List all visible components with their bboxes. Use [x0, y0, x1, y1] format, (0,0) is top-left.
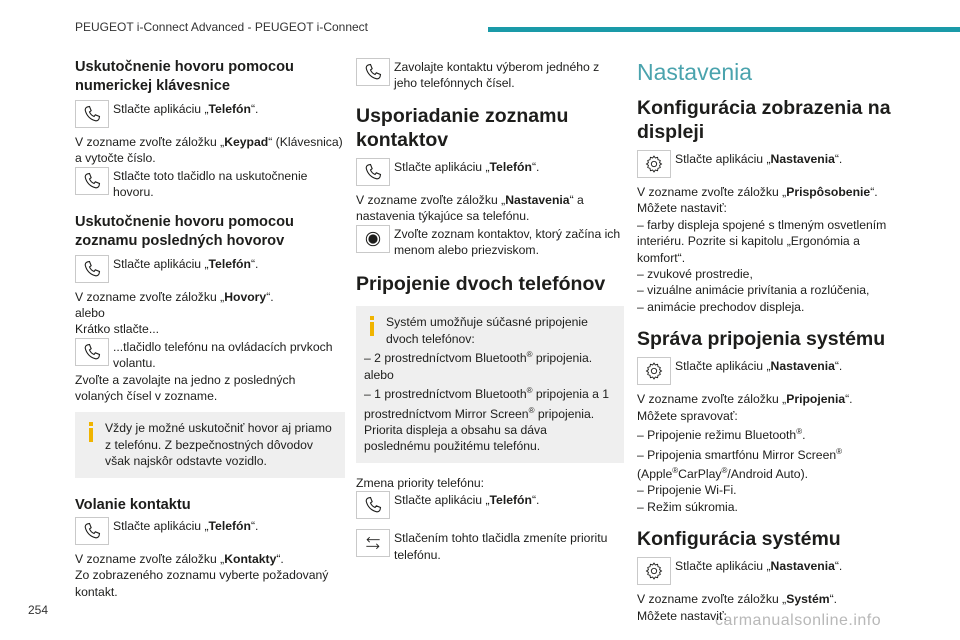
phone-handset-icon — [75, 255, 109, 283]
step-open-settings-2: Stlačte aplikáciu „Nastavenia“. — [637, 357, 907, 385]
column-middle: Zavolajte kontaktu výberom jedného z jeho telefónnych čísel. Usporiadanie zoznamu kontaktov Stlačte aplikáciu „Telefón“. V zozname zvoľte záložku „Nastavenia“ a nastavenia týkajúce sa telefónu. Zvoľte zoznam kontaktov, ktorý začína ich menom alebo priezviskom. Pripojenie dvoch telefónov Systém umožňuje súčasné pripojenie dvoch telefónov: – 2 prostredníctvom Bluetooth® pripojenia. alebo – 1 prostredníctvom Bluetooth® pripojenia a 1 prostredníctvom Mirror Screen® pripojenia. Priorita displeja a obsahu sa dáva poslednému použitému telefónu. Zmena priority telefónu: Stlačte aplikáciu „Telefón“. Stlačením tohto tlačidla zmeníte prioritu telefónu. — [356, 58, 624, 563]
gear-icon — [637, 557, 671, 585]
info-icon — [89, 422, 93, 442]
step-open-phone-app-3: Stlačte aplikáciu „Telefón“. — [75, 517, 345, 545]
page-number: 254 — [28, 603, 49, 617]
step-press-call: Stlačte toto tlačidlo na uskutočnenie hovoru. — [75, 167, 345, 201]
info-icon — [370, 316, 374, 336]
heading-two-phones: Pripojenie dvoch telefónov — [356, 273, 606, 296]
phone-handset-icon — [75, 517, 109, 545]
step-call-contact: Zavolajte kontaktu výberom jedného z jeho telefónnych čísel. — [356, 58, 624, 92]
step-open-phone-app-2: Stlačte aplikáciu „Telefón“. — [75, 255, 345, 283]
step-open-phone-app-4: Stlačte aplikáciu „Telefón“. — [356, 158, 624, 186]
step-open-phone-app-5: Stlačte aplikáciu „Telefón“. — [356, 491, 624, 519]
heading-display-config: Konfigurácia zobrazenia na displeji — [637, 97, 891, 143]
info-box-two-phones: Systém umožňuje súčasné pripojenie dvoch telefónov: – 2 prostredníctvom Bluetooth® pripojenia. alebo – 1 prostredníctvom Bluetooth® pripojenia a 1 prostredníctvom Mirror Screen® pripojenia. Priorita displeja a obsahu sa dáva poslednému použitému telefónu. — [356, 306, 624, 462]
step-open-settings-3: Stlačte aplikáciu „Nastavenia“. — [637, 557, 907, 585]
column-right: Nastavenia Konfigurácia zobrazenia na displeji Stlačte aplikáciu „Nastavenia“. V zozname zvoľte záložku „Prispôsobenie“. Môžete nastaviť: – farby displeja spojené s tlmeným osvetlením interiéru. Pozrite si kapitolu „Ergonómia a komfort“. – zvukové prostredie, – vizuálne animácie privítania a rozlúčenia, – animácie prechodov displeja. Správa pripojenia systému Stlačte aplikáciu „Nastavenia“. V zozname zvoľte záložku „Pripojenia“. Môžete spravovať: – Pripojenie režimu Bluetooth®. – Pripojenia smartfónu Mirror Screen® (Apple®CarPlay®/Android Auto). – Pripojenie Wi-Fi. – Režim súkromia. Konfigurácia systému Stlačte aplikáciu „Nastavenia“. V zozname zvoľte záložku „Systém“. Môžete nastaviť: — [637, 58, 907, 624]
gear-icon — [637, 357, 671, 385]
step-open-settings: Stlačte aplikáciu „Nastavenia“. — [637, 150, 907, 178]
info-box-safety: Vždy je možné uskutočniť hovor aj priamo z telefónu. Z bezpečnostných dôvodov však najskôr odstavte vozidlo. — [75, 412, 345, 477]
heading-call-contact: Volanie kontaktu — [75, 496, 191, 513]
gear-icon — [637, 150, 671, 178]
heading-keypad-call: Uskutočnenie hovoru pomocou numerickej klávesnice — [75, 59, 294, 94]
phone-handset-icon — [356, 158, 390, 186]
phone-handset-icon — [75, 167, 109, 195]
phone-handset-icon — [75, 338, 109, 366]
running-header: PEUGEOT i-Connect Advanced - PEUGEOT i-Connect — [75, 20, 369, 34]
heading-connection-management: Správa pripojenia systému — [637, 328, 886, 351]
step-choose-order: Zvoľte zoznam kontaktov, ktorý začína ich menom alebo priezviskom. — [356, 225, 624, 259]
phone-handset-icon — [75, 100, 109, 128]
header-accent-bar — [488, 27, 960, 32]
step-wheel-button: ...tlačidlo telefónu na ovládacích prvkoch volantu. — [75, 338, 345, 372]
phone-handset-icon — [356, 58, 390, 86]
watermark: carmanualsonline.info — [715, 612, 882, 629]
heading-system-config: Konfigurácia systému — [637, 528, 841, 551]
heading-recent-calls: Uskutočnenie hovoru pomocou zoznamu posledných hovorov — [75, 213, 294, 249]
step-open-phone-app: Stlačte aplikáciu „Telefón“. — [75, 100, 345, 128]
section-title-settings: Nastavenia — [637, 59, 753, 85]
radio-select-icon — [356, 225, 390, 253]
swap-arrows-icon — [356, 529, 390, 557]
step-change-priority: Stlačením tohto tlačidla zmeníte prioritu telefónu. — [356, 529, 624, 563]
phone-handset-icon — [356, 491, 390, 519]
column-left: Uskutočnenie hovoru pomocou numerickej klávesnice Stlačte aplikáciu „Telefón“. V zozname zvoľte záložku „Keypad“ (Klávesnica) a vytočte číslo. Stlačte toto tlačidlo na uskutočnenie hovoru. Uskutočnenie hovoru pomocou zoznamu posledných hovorov Stlačte aplikáciu „Telefón“. V zozname zvoľte záložku „Hovory“. alebo Krátko stlačte... ...tlačidlo telefónu na ovládacích prvkoch volantu. Zvoľte a zavolajte na jedno z posledných volaných čísel v zozname. Vždy je možné uskutočniť hovor aj priamo z telefónu. Z bezpečnostných dôvodov však najskôr odstavte vozidlo. Volanie kontaktu Stlačte aplikáciu „Telefón“. V zozname zvoľte záložku „Kontakty“. Zo zobrazeného zoznamu vyberte požadovaný kontakt. — [75, 58, 345, 600]
heading-organize-contacts: Usporiadanie zoznamu kontaktov — [356, 104, 569, 151]
